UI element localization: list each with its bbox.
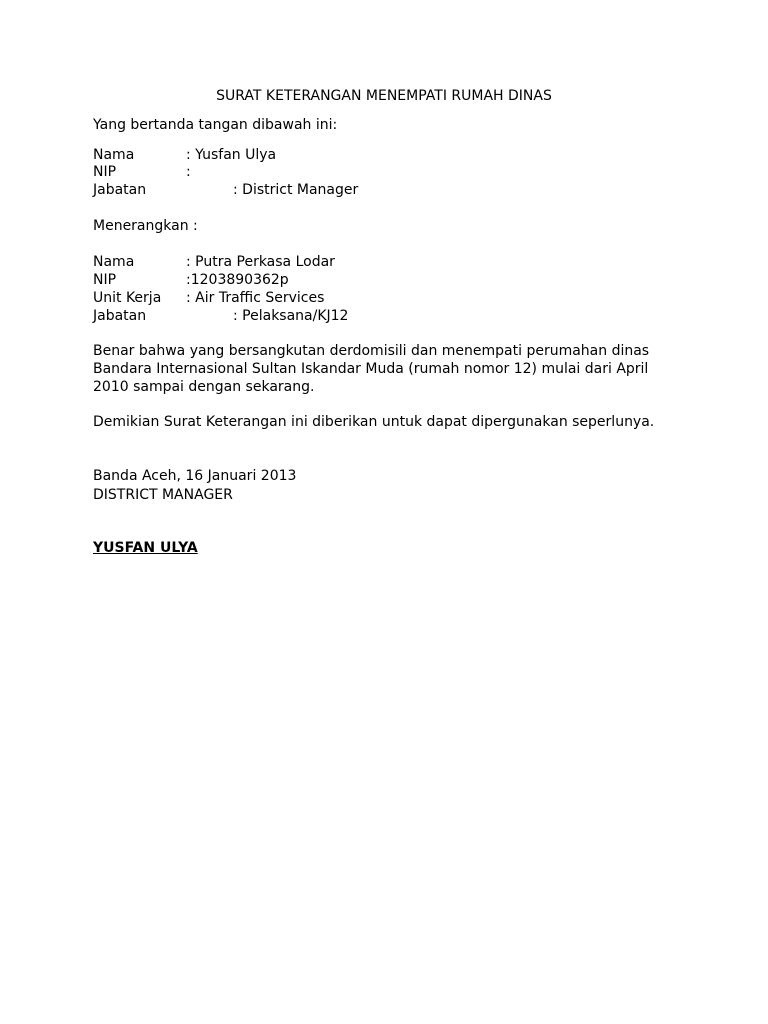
issuer-nip-label: NIP bbox=[93, 164, 117, 180]
subject-nama-label: Nama bbox=[93, 254, 135, 270]
closing-text: Demikian Surat Keterangan ini diberikan untuk dapat dipergunakan seperlunya. bbox=[93, 414, 655, 430]
subject-nama-value: : Putra Perkasa Lodar bbox=[186, 254, 335, 270]
document-title: SURAT KETERANGAN MENEMPATI RUMAH DINAS bbox=[216, 88, 552, 104]
signer-name: YUSFAN ULYA bbox=[93, 540, 198, 556]
signer-title: DISTRICT MANAGER bbox=[93, 487, 233, 503]
issuer-nip-value: : bbox=[186, 164, 191, 180]
place-date: Banda Aceh, 16 Januari 2013 bbox=[93, 468, 297, 484]
subject-jabatan-value: : Pelaksana/KJ12 bbox=[233, 308, 349, 324]
subject-nip-value: :1203890362p bbox=[186, 272, 289, 288]
subject-unit-value: : Air Traffic Services bbox=[186, 290, 325, 306]
intro-text: Yang bertanda tangan dibawah ini: bbox=[93, 117, 338, 133]
issuer-jabatan-value: : District Manager bbox=[233, 182, 359, 198]
issuer-nama-label: Nama bbox=[93, 147, 135, 163]
subject-jabatan-label: Jabatan bbox=[93, 308, 147, 324]
issuer-jabatan-label: Jabatan bbox=[93, 182, 147, 198]
subject-unit-label: Unit Kerja bbox=[93, 290, 162, 306]
subject-nip-label: NIP bbox=[93, 272, 117, 288]
issuer-nama-value: : Yusfan Ulya bbox=[186, 147, 277, 163]
declares-text: Menerangkan : bbox=[93, 218, 198, 234]
body-line-1: Benar bahwa yang bersangkutan derdomisili dan menempati perumahan dinas bbox=[93, 343, 650, 359]
body-line-2: Bandara Internasional Sultan Iskandar Muda (rumah nomor 12) mulai dari April bbox=[93, 361, 649, 377]
body-line-3: 2010 sampai dengan sekarang. bbox=[93, 379, 315, 395]
